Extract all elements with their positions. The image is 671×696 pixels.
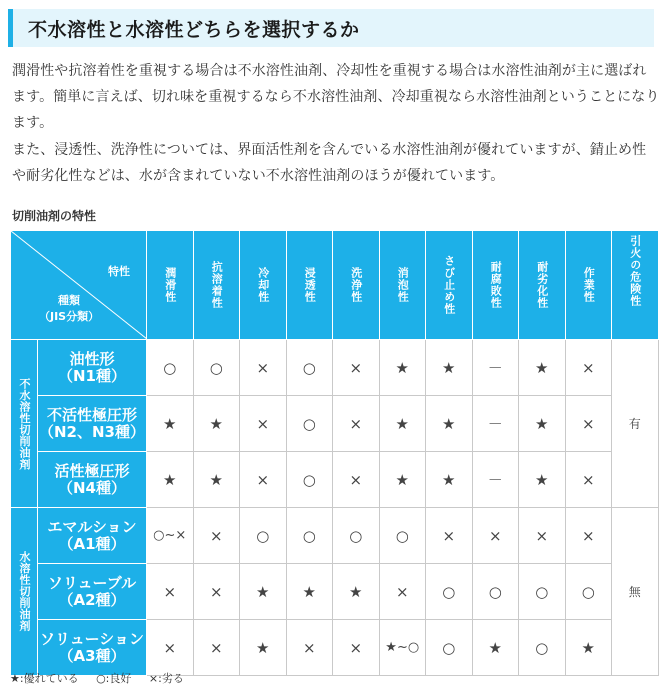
table-cell: ★ <box>426 452 473 508</box>
table-cell: － <box>472 396 519 452</box>
table-row <box>11 452 659 508</box>
table-cell: ★~○ <box>379 620 426 676</box>
table-cell: ★ <box>379 340 426 396</box>
table-row <box>11 620 659 676</box>
column-header: 抗溶着性 <box>193 231 240 340</box>
table-cell: ○ <box>240 508 287 564</box>
table-header-row <box>11 231 659 340</box>
table-cell: × <box>147 564 194 620</box>
paragraph-1: 潤滑性や抗溶着性を重視する場合は不水溶性油剤、冷却性を重視する場合は水溶性油剤が主に選ばれます。簡単に言えば、切れ味を重視するなら不水溶性油剤、冷却重視なら水溶性油剤ということになります。 <box>12 63 660 131</box>
table-row <box>11 564 659 620</box>
row-type-label: 活性極圧形 （N4種） <box>38 452 147 508</box>
row-type-label: 油性形 （N1種） <box>38 340 147 396</box>
table-cell: × <box>333 340 380 396</box>
table-cell: × <box>519 508 566 564</box>
column-header: 洗浄性 <box>333 231 380 340</box>
table-cell: ★ <box>519 452 566 508</box>
table-cell: × <box>333 396 380 452</box>
table-cell: × <box>379 564 426 620</box>
table-row <box>11 508 659 564</box>
table-cell: ○ <box>286 396 333 452</box>
table-cell: × <box>426 508 473 564</box>
column-header: 引火の危険性 <box>612 231 659 340</box>
table-cell: × <box>193 508 240 564</box>
table-cell: ○ <box>286 340 333 396</box>
group-label-water-soluble: 水溶性切削油剤 <box>11 508 38 676</box>
section-heading <box>8 9 654 47</box>
table-cell: ○ <box>333 508 380 564</box>
table-caption: 切削油剤の特性 <box>12 209 97 223</box>
cutting-fluid-properties-table <box>10 230 659 676</box>
table-row <box>11 396 659 452</box>
column-header: 耐腐敗性 <box>472 231 519 340</box>
table-cell: × <box>565 396 612 452</box>
table-cell: ★ <box>379 396 426 452</box>
legend <box>10 670 198 686</box>
table-cell: ○ <box>519 620 566 676</box>
table-cell: × <box>240 340 287 396</box>
column-header: 浸透性 <box>286 231 333 340</box>
table-cell: × <box>472 508 519 564</box>
row-type-label: 不活性極圧形 （N2、N3種） <box>38 396 147 452</box>
legend-poor: ×:劣る <box>148 672 184 685</box>
column-header: 消泡性 <box>379 231 426 340</box>
row-type-label: ソリューブル （A2種） <box>38 564 147 620</box>
table-cell: ○~× <box>147 508 194 564</box>
table-cell: × <box>333 452 380 508</box>
table-cell: × <box>240 396 287 452</box>
row-type-label: エマルション （A1種） <box>38 508 147 564</box>
heading-title: 不水溶性と水溶性どちらを選択するか <box>28 19 360 41</box>
table-cell: ★ <box>426 396 473 452</box>
table-cell: × <box>193 564 240 620</box>
legend-good: ○:良好 <box>96 672 132 685</box>
table-cell: ★ <box>519 340 566 396</box>
table-cell: ★ <box>147 396 194 452</box>
table-cell: ★ <box>565 620 612 676</box>
table-cell: － <box>472 452 519 508</box>
table-cell: × <box>565 452 612 508</box>
group-label-non-water-soluble: 不水溶性切削油剤 <box>11 340 38 508</box>
table-cell: ○ <box>286 508 333 564</box>
table-cell: ○ <box>426 564 473 620</box>
table-cell: ○ <box>472 564 519 620</box>
table-cell: ○ <box>565 564 612 620</box>
table-cell: ○ <box>426 620 473 676</box>
table-cell: ★ <box>147 452 194 508</box>
header-corner <box>11 231 147 340</box>
table-cell: ★ <box>333 564 380 620</box>
column-header: さび止め性 <box>426 231 473 340</box>
table-cell: ★ <box>193 396 240 452</box>
table-cell: ○ <box>147 340 194 396</box>
table-cell: ★ <box>519 396 566 452</box>
legend-excellent: ★:優れている <box>10 672 79 685</box>
table-cell: × <box>286 620 333 676</box>
heading-accent-bar <box>8 9 13 47</box>
table-cell: × <box>333 620 380 676</box>
row-type-label: ソリューション （A3種） <box>38 620 147 676</box>
table-cell: ★ <box>193 452 240 508</box>
table-cell: × <box>240 452 287 508</box>
corner-property-label: 特性 <box>108 265 130 278</box>
fire-risk-cell: 無 <box>612 508 659 676</box>
column-header: 潤滑性 <box>147 231 194 340</box>
table-cell: ★ <box>240 564 287 620</box>
paragraph-2: また、浸透性、洗浄性については、界面活性剤を含んでいる水溶性油剤が優れていますが、錆止め性や耐劣化性などは、水が含まれていない不水溶性油剤のほうが優れています。 <box>12 142 647 184</box>
column-header: 冷却性 <box>240 231 287 340</box>
table-cell: × <box>565 508 612 564</box>
table-cell: ★ <box>379 452 426 508</box>
table-cell: ★ <box>426 340 473 396</box>
table-cell: ○ <box>286 452 333 508</box>
table-cell: × <box>147 620 194 676</box>
table-cell: － <box>472 340 519 396</box>
table-cell: ○ <box>519 564 566 620</box>
column-header: 作業性 <box>565 231 612 340</box>
column-header: 耐劣化性 <box>519 231 566 340</box>
table-cell: ★ <box>240 620 287 676</box>
table-cell: ★ <box>286 564 333 620</box>
corner-kind-label: 種類 （JIS分類） <box>39 294 100 323</box>
table-cell: × <box>193 620 240 676</box>
table-cell: ★ <box>472 620 519 676</box>
table-cell: ○ <box>379 508 426 564</box>
fire-risk-cell: 有 <box>612 340 659 508</box>
table-cell: ○ <box>193 340 240 396</box>
table-cell: × <box>565 340 612 396</box>
table-row <box>11 340 659 396</box>
